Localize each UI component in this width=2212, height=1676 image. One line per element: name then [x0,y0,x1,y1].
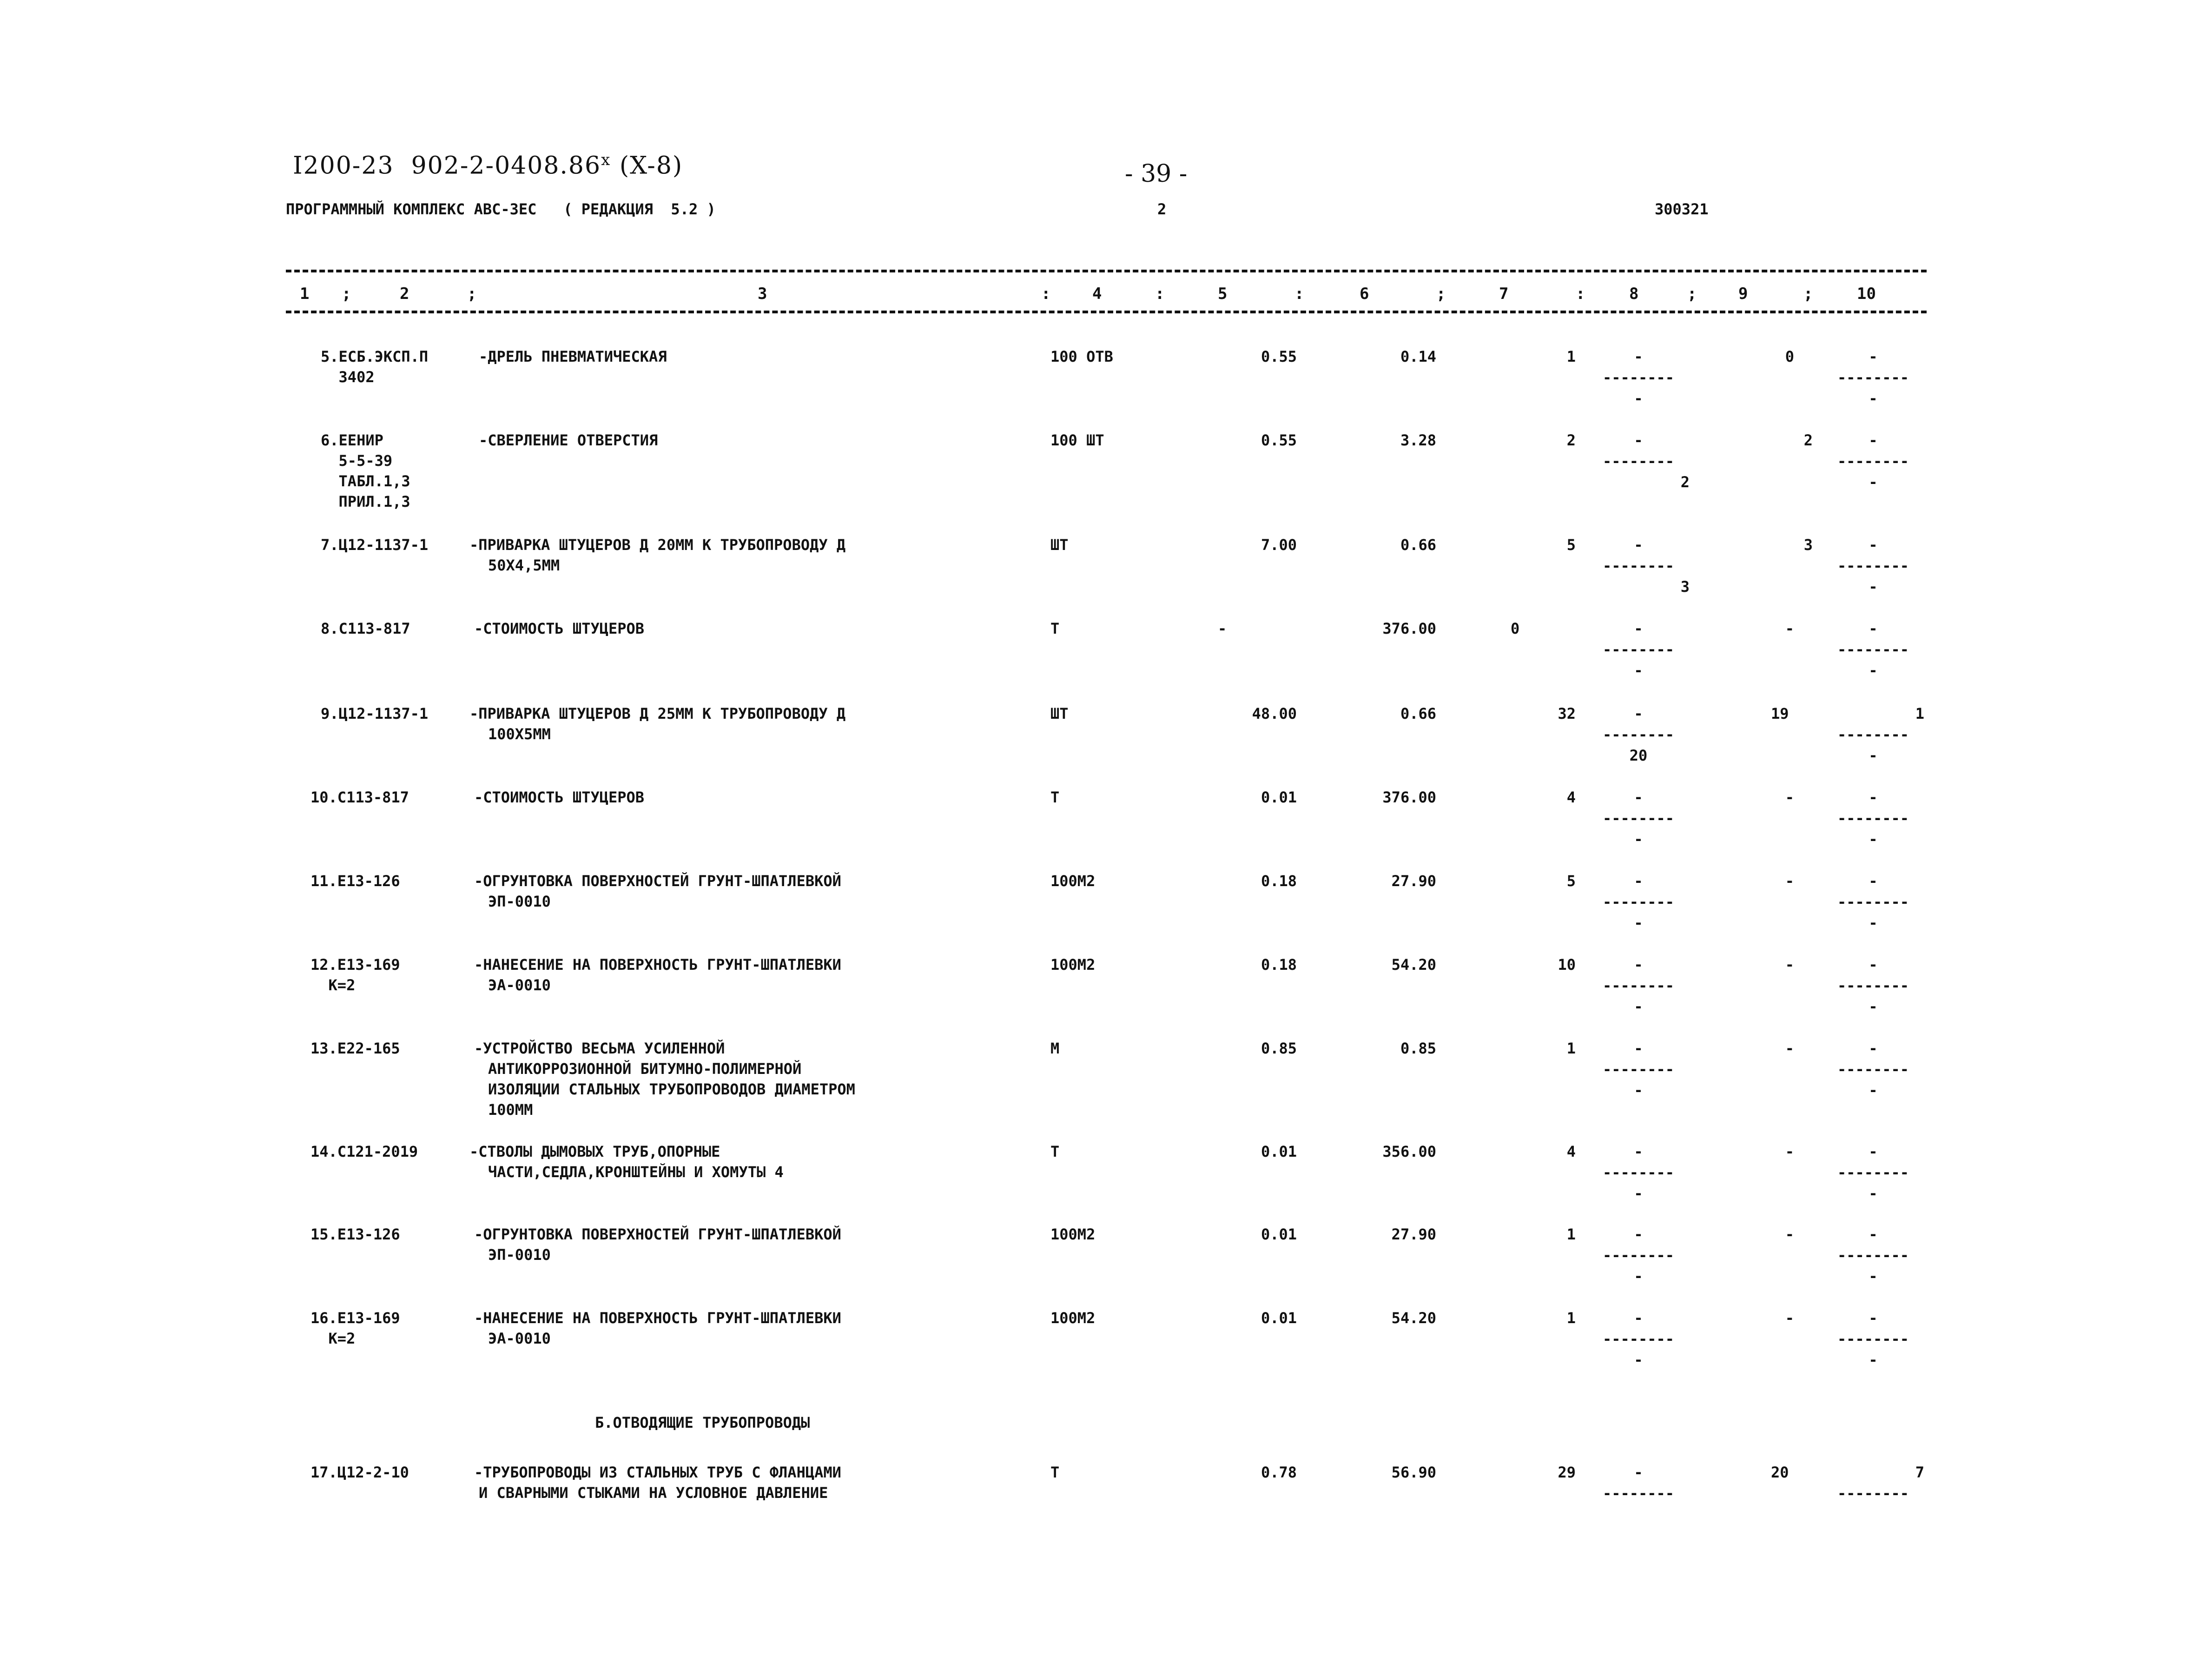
row-unit: 100М2 [1050,1226,1096,1243]
row-unit: ШТ [1050,705,1069,722]
row-col5: 0.01 [1261,1226,1297,1243]
row-col10-bottom: - [1869,1267,1878,1285]
row-code: 12.Е13-169 [310,956,400,974]
program-title: ПРОГРАММНЫЙ КОМПЛЕКС АВС-ЗЕС ( РЕДАКЦИЯ 5.2 ) [286,200,716,218]
row-col5: 0.55 [1261,431,1297,449]
col-1: 1 [300,285,310,303]
row-col8-bottom: - [1634,1351,1643,1369]
row-col8-bottom: - [1634,1185,1643,1202]
row-col10-bottom: - [1869,390,1878,407]
row-col9: - [1785,872,1794,890]
col-sep: ; [1803,285,1813,303]
row-col8-top: - [1634,620,1643,637]
row-col7: 1 [1566,348,1576,365]
row-code: 14.С121-2019 [310,1143,418,1160]
col-9: 9 [1738,285,1748,303]
col-3: 3 [758,285,767,303]
row-col8-top: - [1634,1040,1643,1057]
row-col5: 0.01 [1261,1309,1297,1327]
row-col9: 3 [1803,536,1813,554]
row-col10-top: - [1869,1040,1878,1057]
row-col6: 0.85 [1400,1040,1436,1057]
row-col7: 4 [1566,1143,1576,1160]
row-col8-separator: -------- [1602,1330,1675,1348]
row-col6: 0.66 [1400,536,1436,554]
row-code: 10.С113-817 [310,788,409,806]
row-col10-separator: -------- [1837,369,1909,386]
row-col8-bottom: - [1634,662,1643,679]
row-col9: 19 [1771,705,1789,722]
row-code-line: К=2 [310,1330,356,1347]
col-sep: ; [467,285,477,303]
col-2: 2 [400,285,409,303]
row-unit: ШТ [1050,536,1069,554]
col-sep: ; [1436,285,1446,303]
row-col10-separator: -------- [1837,1164,1909,1181]
col-sep: : [1576,285,1585,303]
table-top-rule [286,270,1927,272]
row-col8-bottom: - [1634,830,1643,848]
row-col10-bottom: - [1869,578,1878,596]
sheet-number: 2 [1157,200,1167,218]
row-col6: 356.00 [1382,1143,1436,1160]
row-description: -НАНЕСЕНИЕ НА ПОВЕРХНОСТЬ ГРУНТ-ШПАТЛЕВКИ [474,956,841,974]
row-col6: 0.14 [1400,348,1436,365]
row-col8-top: - [1634,348,1643,365]
row-col5: 48.00 [1252,705,1297,722]
page-number: - 39 - [1125,160,1188,188]
row-code-line: ТАБЛ.1,3 [321,472,410,490]
row-col10-top: - [1869,956,1878,974]
row-col7: 1 [1566,1226,1576,1243]
row-col8-top: - [1634,536,1643,554]
row-col10-top: - [1869,1309,1878,1327]
row-col10-bottom: - [1869,747,1878,764]
row-col5: 0.01 [1261,1143,1297,1160]
row-col7: 29 [1558,1464,1576,1481]
row-code: 7.Ц12-1137-1 [321,536,429,554]
row-col9: - [1785,956,1794,974]
row-unit: 100М2 [1050,1309,1096,1327]
row-unit: 100 ШТ [1050,431,1104,449]
row-col10-separator: -------- [1837,641,1909,658]
row-description: -ОГРУНТОВКА ПОВЕРХНОСТЕЙ ГРУНТ-ШПАТЛЕВКОЙ [474,1226,841,1243]
row-col8-separator: -------- [1602,557,1675,575]
row-col10-top: - [1869,536,1878,554]
row-description: -ПРИВАРКА ШТУЦЕРОВ Д 20ММ К ТРУБОПРОВОДУ Д [469,536,846,554]
row-col5: 0.01 [1261,788,1297,806]
row-col8-top: - [1634,872,1643,890]
row-col8-top: - [1634,1464,1643,1481]
row-col7: 1 [1566,1040,1576,1057]
row-description-line: ЭП-0010 [488,1246,551,1264]
col-sep: : [1041,285,1051,303]
row-col7: 32 [1558,705,1576,722]
row-col10-top: 1 [1915,705,1924,722]
row-col8-separator: -------- [1602,1246,1675,1264]
row-col10-bottom: - [1869,998,1878,1015]
col-5: 5 [1218,285,1228,303]
row-col10-bottom: - [1869,473,1878,491]
row-description: -ПРИВАРКА ШТУЦЕРОВ Д 25ММ К ТРУБОПРОВОДУ Д [469,705,846,722]
col-sep: : [1294,285,1304,303]
row-col9: 20 [1771,1464,1789,1481]
row-col5: 0.18 [1261,872,1297,890]
row-col6: 376.00 [1382,620,1436,637]
row-description-line: 100Х5ММ [488,725,551,743]
row-col8-bottom: 20 [1629,747,1648,764]
row-col8-bottom: - [1634,998,1643,1015]
row-col8-separator: -------- [1602,1164,1675,1181]
row-col8-separator: -------- [1602,809,1675,827]
row-description-line: 100ММ [488,1101,533,1119]
table-header-rule [286,311,1927,313]
row-code: 15.Е13-126 [310,1226,400,1243]
row-col10-separator: -------- [1837,1060,1909,1078]
row-col5: 0.78 [1261,1464,1297,1481]
col-7: 7 [1499,285,1509,303]
row-col10-separator: -------- [1837,726,1909,743]
row-code-line: 5-5-39 [321,452,393,470]
row-col8-separator: -------- [1602,641,1675,658]
row-col8-top: - [1634,1309,1643,1327]
row-code-line: 3402 [321,368,375,386]
row-code: 17.Ц12-2-10 [310,1464,409,1481]
row-code-line: К=2 [310,976,356,994]
row-col9: 0 [1785,348,1794,365]
row-col8-top: - [1634,705,1643,722]
row-unit: Т [1050,1143,1060,1160]
row-col10-top: - [1869,1226,1878,1243]
row-col9: - [1785,1143,1794,1160]
row-unit: Т [1050,1464,1060,1481]
row-description: -УСТРОЙСТВО ВЕСЬМА УСИЛЕННОЙ [474,1040,725,1057]
row-col8-bottom: - [1634,1267,1643,1285]
row-description-line: АНТИКОРРОЗИОННОЙ БИТУМНО-ПОЛИМЕРНОЙ [488,1060,802,1078]
row-col10-separator: -------- [1837,809,1909,827]
document-id: 300321 [1655,200,1709,218]
row-description-line: И СВАРНЫМИ СТЫКАМИ НА УСЛОВНОЕ ДАВЛЕНИЕ [479,1484,828,1502]
row-col9: - [1785,620,1794,637]
row-col8-top: - [1634,956,1643,974]
row-col8-top: - [1634,1226,1643,1243]
row-col7: 4 [1566,788,1576,806]
row-col6: 27.90 [1391,1226,1436,1243]
col-sep: ; [342,285,351,303]
row-col7: 5 [1566,536,1576,554]
row-col10-separator: -------- [1837,557,1909,575]
row-col8-bottom: - [1634,390,1643,407]
row-col10-separator: -------- [1837,1330,1909,1348]
row-description: -СТВОЛЫ ДЫМОВЫХ ТРУБ,ОПОРНЫЕ [469,1143,720,1160]
row-col6: 376.00 [1382,788,1436,806]
col-6: 6 [1360,285,1369,303]
row-col6: 3.28 [1400,431,1436,449]
row-description: -НАНЕСЕНИЕ НА ПОВЕРХНОСТЬ ГРУНТ-ШПАТЛЕВКИ [474,1309,841,1327]
row-col10-separator: -------- [1837,1484,1909,1502]
row-code: 9.Ц12-1137-1 [321,705,429,722]
row-col8-top: - [1634,788,1643,806]
row-col7: 0 [1511,620,1520,637]
row-col9: - [1785,1226,1794,1243]
col-sep: : [1155,285,1165,303]
row-col8-separator: -------- [1602,1060,1675,1078]
row-code-line: ПРИЛ.1,3 [321,493,410,510]
col-sep: ; [1687,285,1697,303]
row-unit: 100М2 [1050,956,1096,974]
row-code: 5.ЕСБ.ЭКСП.П [321,348,429,365]
row-unit: Т [1050,788,1060,806]
row-col8-separator: -------- [1602,452,1675,470]
row-description-line: ИЗОЛЯЦИИ СТАЛЬНЫХ ТРУБОПРОВОДОВ ДИАМЕТРОМ [488,1080,855,1098]
row-col10-bottom: - [1869,1185,1878,1202]
row-col6: 27.90 [1391,872,1436,890]
row-col8-separator: -------- [1602,369,1675,386]
row-description: -ТРУБОПРОВОДЫ ИЗ СТАЛЬНЫХ ТРУБ С ФЛАНЦАМИ [474,1464,841,1481]
row-col10-separator: -------- [1837,977,1909,994]
row-code: 8.С113-817 [321,620,410,637]
row-col8-separator: -------- [1602,893,1675,911]
row-description-line: ЧАСТИ,СЕДЛА,КРОНШТЕЙНЫ И ХОМУТЫ 4 [488,1163,784,1181]
row-code: 11.Е13-126 [310,872,400,890]
row-unit: М [1050,1040,1060,1057]
row-col7: 1 [1566,1309,1576,1327]
row-col8-bottom: 2 [1680,473,1690,491]
row-unit: Т [1050,620,1060,637]
row-col8-bottom: 3 [1680,578,1690,596]
row-col9: - [1785,788,1794,806]
row-code: 16.Е13-169 [310,1309,400,1327]
row-col10-bottom: - [1869,1081,1878,1099]
row-unit: 100 ОТВ [1050,348,1113,365]
row-description: -ОГРУНТОВКА ПОВЕРХНОСТЕЙ ГРУНТ-ШПАТЛЕВКОЙ [474,872,841,890]
row-col10-top: - [1869,788,1878,806]
row-description: -СТОИМОСТЬ ШТУЦЕРОВ [474,788,645,806]
row-col10-top: 7 [1915,1464,1924,1481]
row-col8-separator: -------- [1602,726,1675,743]
row-col9: 2 [1803,431,1813,449]
row-col10-top: - [1869,348,1878,365]
row-description-line: ЭА-0010 [488,976,551,994]
row-col7: 2 [1566,431,1576,449]
col-4: 4 [1092,285,1102,303]
col-8: 8 [1629,285,1639,303]
section-title: Б.ОТВОДЯЩИЕ ТРУБОПРОВОДЫ [595,1414,810,1431]
row-col5: 0.55 [1261,348,1297,365]
row-col6: 56.90 [1391,1464,1436,1481]
row-col10-bottom: - [1869,1351,1878,1369]
row-col7: 10 [1558,956,1576,974]
row-col8-top: - [1634,431,1643,449]
row-col8-separator: -------- [1602,977,1675,994]
row-col8-top: - [1634,1143,1643,1160]
row-col6: 54.20 [1391,956,1436,974]
row-col5: 0.18 [1261,956,1297,974]
row-col9: - [1785,1309,1794,1327]
row-col7: 5 [1566,872,1576,890]
row-description-line: 50Х4,5ММ [488,556,560,574]
row-code: 13.Е22-165 [310,1040,400,1057]
row-col5: 0.85 [1261,1040,1297,1057]
row-col10-separator: -------- [1837,1246,1909,1264]
row-col8-bottom: - [1634,914,1643,932]
row-description: -СТОИМОСТЬ ШТУЦЕРОВ [474,620,645,637]
row-col10-separator: -------- [1837,893,1909,911]
row-col8-bottom: - [1634,1081,1643,1099]
row-description: -СВЕРЛЕНИЕ ОТВЕРСТИЯ [479,431,658,449]
row-col10-bottom: - [1869,914,1878,932]
row-description-line: ЭА-0010 [488,1330,551,1347]
row-col8-separator: -------- [1602,1484,1675,1502]
row-col5: - [1218,620,1227,637]
col-10: 10 [1857,285,1876,303]
row-code: 6.ЕЕНИР [321,431,383,449]
row-col10-bottom: - [1869,830,1878,848]
row-col5: 7.00 [1261,536,1297,554]
row-col10-top: - [1869,1143,1878,1160]
row-col9: - [1785,1040,1794,1057]
row-col10-bottom: - [1869,662,1878,679]
row-col6: 54.20 [1391,1309,1436,1327]
row-col10-top: - [1869,620,1878,637]
row-unit: 100М2 [1050,872,1096,890]
row-col10-top: - [1869,872,1878,890]
row-description-line: ЭП-0010 [488,893,551,910]
row-col6: 0.66 [1400,705,1436,722]
row-col10-top: - [1869,431,1878,449]
row-description: -ДРЕЛЬ ПНЕВМАТИЧЕСКАЯ [479,348,667,365]
row-col10-separator: -------- [1837,452,1909,470]
document-code: I200-23 902-2-0408.86$^x$ (X-8) [293,151,683,180]
